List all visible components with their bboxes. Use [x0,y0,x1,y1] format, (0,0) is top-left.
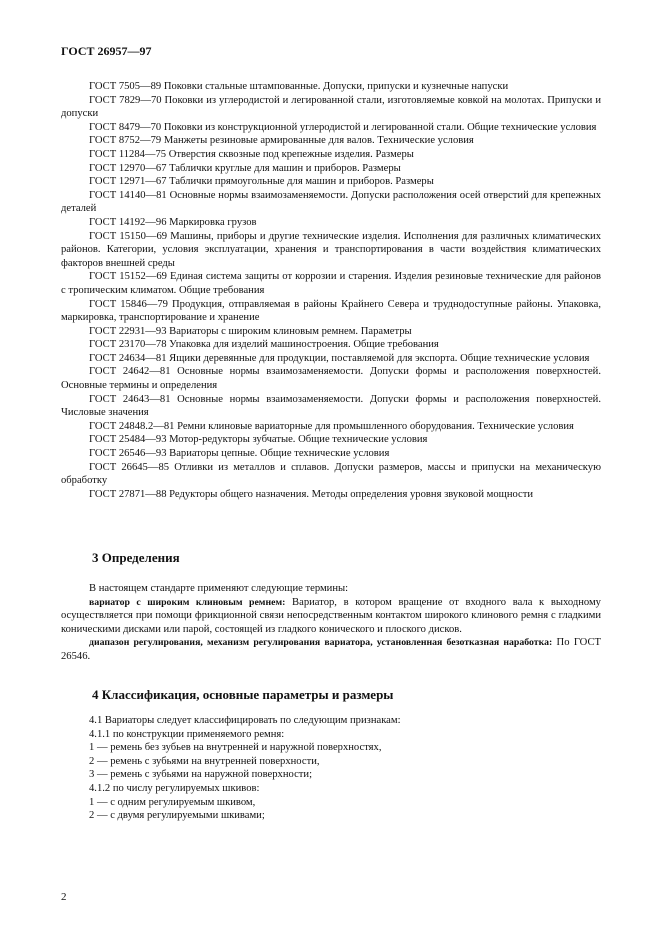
document-header: ГОСТ 26957—97 [61,44,152,58]
list-item: 1 — с одним регулируемым шкивом, [89,796,256,808]
list-item: 4.1 Вариаторы следует классифицировать по следующим признакам: [89,715,401,726]
reference-item: ГОСТ 15150—69 Машины, приборы и другие технические изделия. Исполнения для различных климатических районов. Категории, условия эксплуатации, хранения и транспортирования в части воздействия климатических факторов внешней среды [61,230,601,269]
reference-item: ГОСТ 25484—93 Мотор-редукторы зубчатые. Общие технические условия [89,434,428,446]
section-3-heading: 3 Определения [92,550,180,565]
reference-item: ГОСТ 26546—93 Вариаторы цепные. Общие технические условия [89,448,390,460]
definition-text: По ГОСТ 26546. [61,637,601,662]
section-4-heading: 4 Классификация, основные параметры и размеры [92,687,394,702]
reference-item: ГОСТ 7505—89 Поковки стальные штампованные. Допуски, припуски и кузнечные напуски [89,81,509,92]
list-item: 2 — с двумя регулируемыми шкивами; [89,810,265,822]
reference-item: ГОСТ 26645—85 Отливки из металлов и сплавов. Допуски размеров, массы и припуски на механическую обработку [61,461,601,487]
list-item: 4.1.1 по конструкции применяемого ремня: [89,728,285,740]
list-item: 4.1.2 по числу регулируемых шкивов: [89,782,260,794]
reference-item: ГОСТ 24848.2—81 Ремни клиновые вариаторные для промышленного оборудования. Технические условия [89,420,574,432]
reference-item: ГОСТ 8752—79 Манжеты резиновые армированные для валов. Технические условия [89,135,474,147]
reference-item: ГОСТ 15846—79 Продукция, отправляемая в районы Крайнего Севера и труднодоступные районы. Упаковка, маркировка, транспортирование и хранение [61,298,601,324]
term-variator: вариатор с широким клиновым ремнем: [89,596,286,608]
definition-text: Вариатор, в котором вращение от входного вала к выходному осуществляется при помощи фрикционной связи непосредственным контактом широкого клинового ремня с гладкими коническими дисками или парой, состоящей из гладкого конического и плоского дисков. [61,596,601,635]
reference-item: ГОСТ 24634—81 Ящики деревянные для продукции, поставляемой для экспорта. Общие технические условия [89,352,590,364]
term-regulation-range: диапазон регулирования, механизм регулирования вариатора, установленная безотказная наработка: [89,637,553,649]
reference-item: ГОСТ 12971—67 Таблички прямоугольные для машин и приборов. Размеры [89,176,434,188]
list-item: 1 — ремень без зубьев на внутренней и наружной поверхностях, [89,742,382,754]
section-3-intro: В настоящем стандарте применяют следующие термины: [89,583,349,594]
reference-item: ГОСТ 8479—70 Поковки из конструкционной углеродистой и легированной стали. Общие технические условия [89,121,597,133]
reference-item: ГОСТ 14140—81 Основные нормы взаимозаменяемости. Допуски расположения осей отверстий для крепежных деталей [61,189,601,215]
classification-list [61,714,601,823]
reference-item: ГОСТ 22931—93 Вариаторы с широким клиновым ремнем. Параметры [89,325,412,337]
reference-item: ГОСТ 27871—88 Редукторы общего назначения. Методы определения уровня звуковой мощности [89,488,534,500]
reference-item: ГОСТ 12970—67 Таблички круглые для машин и приборов. Размеры [89,162,401,174]
list-item: 2 — ремень с зубьями на внутренней поверхности, [89,755,320,767]
reference-item: ГОСТ 11284—75 Отверстия сквозные под крепежные изделия. Размеры [89,148,414,160]
definition-2 [61,636,601,663]
page-number: 2 [61,891,67,903]
definition-1 [61,596,601,637]
reference-item: ГОСТ 14192—96 Маркировка грузов [89,216,257,228]
reference-item: ГОСТ 24642—81 Основные нормы взаимозаменяемости. Допуски формы и расположения поверхностей. Основные термины и определения [61,366,601,392]
section-3-body [61,582,601,664]
reference-item: ГОСТ 15152—69 Единая система защиты от коррозии и старения. Изделия резиновые технические для районов с тропическим климатом. Общие требования [61,271,601,296]
list-item: 3 — ремень с зубьями на наружной поверхности; [89,769,313,781]
reference-item: ГОСТ 24643—81 Основные нормы взаимозаменяемости. Допуски формы и расположения поверхностей. Числовые значения [61,393,601,419]
reference-item: ГОСТ 23170—78 Упаковка для изделий машиностроения. Общие требования [89,339,439,351]
normative-references-list [61,80,601,501]
reference-item: ГОСТ 7829—70 Поковки из углеродистой и легированной стали, изготовляемые ковкой на молотах. Припуски и допуски [61,94,601,120]
